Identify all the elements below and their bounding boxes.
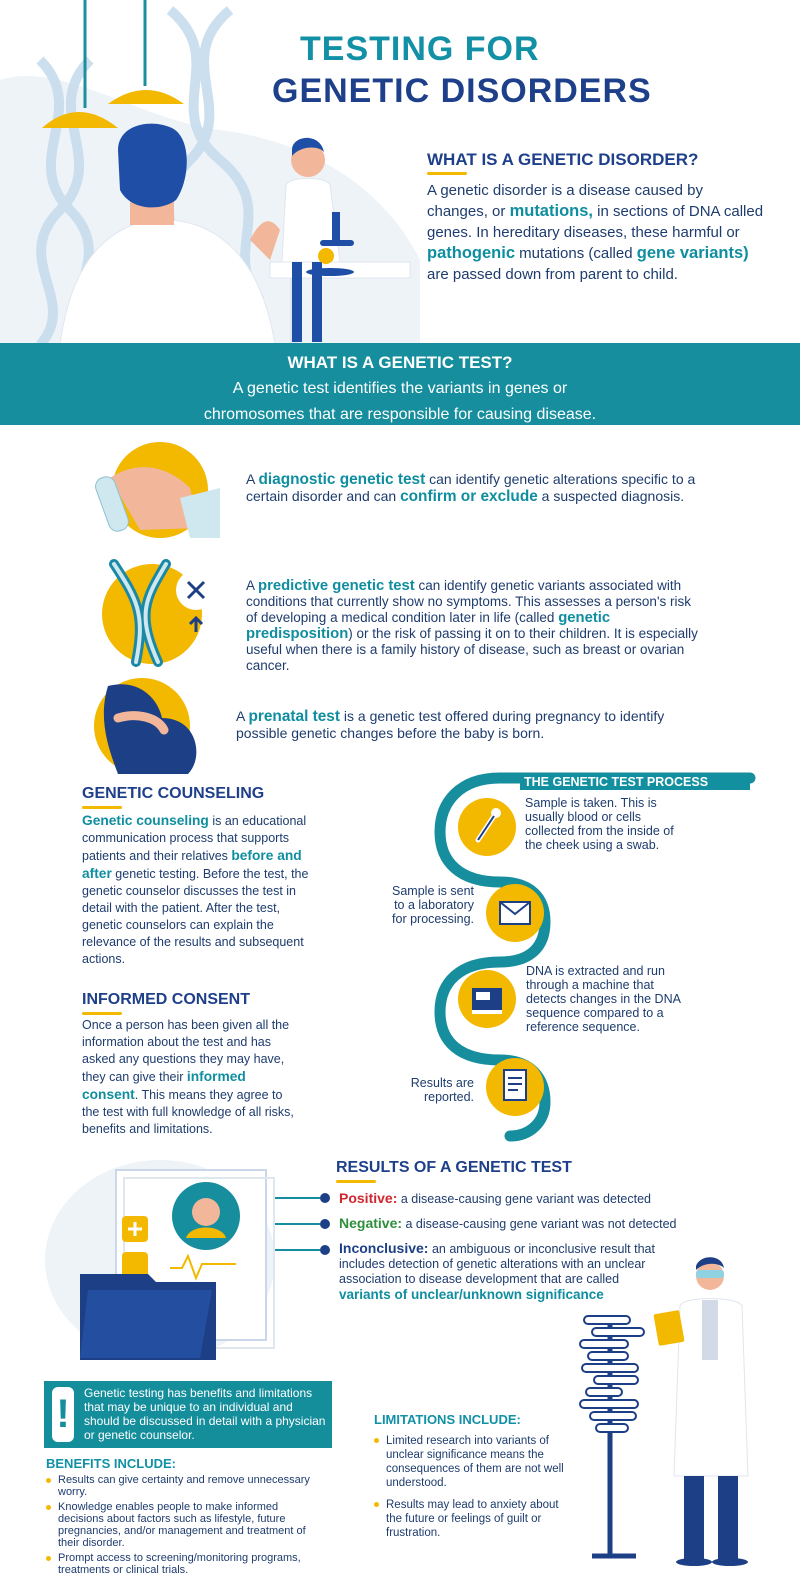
limitations-list [374,1434,570,1543]
chromosome-icon [96,558,226,668]
connector-line [275,1249,320,1251]
diagnostic-test-icon [80,438,220,538]
consent-heading: INFORMED CONSENT [82,991,250,1008]
process-step-2: Sample is sent to a laboratory for processing. [392,884,474,926]
result-inconclusive: Inconclusive: an ambiguous or inconclusive result that includes detection of genetic alterations with an unclear association to disease development that are called variants of unclear/unknown significance [339,1240,655,1302]
process-step-1: Sample is taken. This is usually blood or cells collected from the inside of the cheek using a swab. [525,796,674,852]
limitation-item: Limited research into variants of unclear significance means the consequences of them are not well understood. [374,1434,570,1490]
benefit-item: Prompt access to screening/monitoring programs, treatments or clinical trials. [46,1552,326,1576]
heading-underline [82,1012,122,1015]
bullet-dot [320,1193,330,1203]
results-heading: RESULTS OF A GENETIC TEST [336,1159,572,1176]
note-text: Genetic testing has benefits and limitations that may be unique to an individual and should be discussed in detail with a physician or genetic counselor. [84,1386,326,1442]
process-step-3: DNA is extracted and run through a machine that detects changes in the DNA sequence compared to a reference sequence. [526,964,681,1034]
report-icon [486,1058,544,1116]
counseling-heading: GENETIC COUNSELING [82,785,265,802]
genetic-test-heading: WHAT IS A GENETIC TEST? [287,353,513,372]
heading-underline [427,172,467,175]
genetic-test-banner [0,343,800,425]
results-illustration [40,1150,290,1365]
process-step-4: Results are reported. [410,1076,474,1104]
result-negative: Negative: a disease-causing gene variant was not detected [339,1215,677,1231]
pregnancy-icon [88,678,208,774]
genetic-test-line-1: A genetic test identifies the variants in genes or [232,380,568,397]
bullet-dot [320,1219,330,1229]
scientist-illustration [572,1256,798,1568]
benefit-item: Results can give certainty and remove unnecessary worry. [46,1474,326,1498]
benefits-heading: BENEFITS INCLUDE: [46,1456,176,1471]
diagnostic-test-text: A diagnostic genetic test can identify genetic alterations specific to a certain disorder and can confirm or exclude a suspected diagnosis. [246,471,696,505]
heading-underline [336,1180,376,1183]
connector-line [275,1197,320,1199]
note-box [44,1381,332,1448]
counseling-text: Genetic counseling is an educational communication process that supports patients and their relatives before and after genetic testing. Before the test, the genetic counselor discusses the test in detail with the patient. After the test, genetic counselors can explain the relevance of the results and subsequent actions. [82,813,309,966]
disorder-heading: WHAT IS A GENETIC DISORDER? [427,150,699,169]
connector-line [275,1223,320,1225]
envelope-icon [486,884,544,942]
swab-icon [458,798,516,856]
genetic-test-line-2: chromosomes that are responsible for causing disease. [203,406,597,423]
title-line-1: TESTING FOR [300,30,540,68]
sequencer-icon [458,970,516,1028]
title-line-2: GENETIC DISORDERS [272,72,652,110]
limitation-item: Results may lead to anxiety about the future or feelings of guilt or frustration. [374,1498,570,1540]
limitations-heading: LIMITATIONS INCLUDE: [374,1412,521,1427]
benefits-list [46,1474,326,1579]
process-heading: THE GENETIC TEST PROCESS [520,774,750,790]
predictive-test-text: A predictive genetic test can identify genetic variants associated with conditions that currently show no symptoms. This assesses a person's risk of developing a medical condition later in life (called genetic predisposition) or the risk of passing it on to their children. It is especially useful when there is a family history of disease, such as breast or ovarian cancer. [246,578,698,673]
benefit-item: Knowledge enables people to make informed decisions about factors such as lifestyle, future pregnancies, and/or management and treatment of their disorder. [46,1501,326,1549]
heading-underline [82,806,122,809]
bullet-dot [320,1245,330,1255]
disorder-description: A genetic disorder is a disease caused by changes, or mutations, in sections of DNA called genes. In hereditary diseases, these harmful or pathogenic mutations (called gene variants) are passed down from parent to child. [427,182,764,283]
prenatal-test-text: A prenatal test is a genetic test offered during pregnancy to identify possible genetic changes before the baby is born. [236,708,665,741]
consent-text: Once a person has been given all the information about the test and has asked any questions they may have, they can give their informed consent. This means they agree to the test with full knowledge of all risks, benefits and limitations. [82,1018,294,1136]
exclamation-icon: ! [52,1387,74,1442]
result-positive: Positive: a disease-causing gene variant was detected [339,1190,651,1206]
